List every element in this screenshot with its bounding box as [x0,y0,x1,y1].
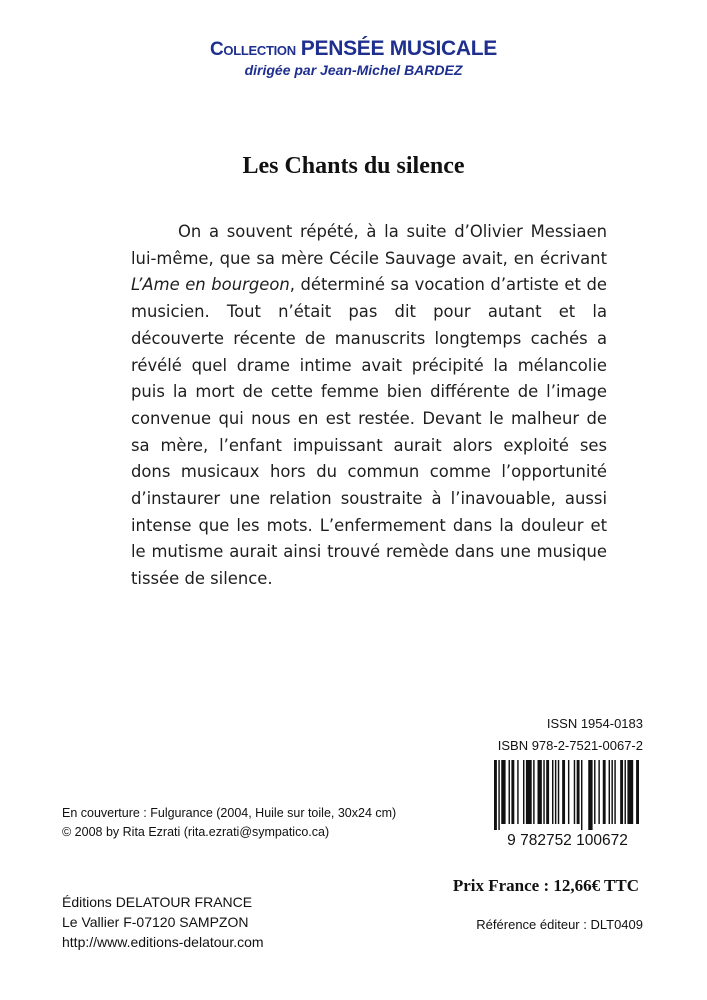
barcode-bar [614,760,615,824]
barcode-bar [501,760,505,824]
collection-prefix: Collection [209,39,296,60]
barcode-bar [555,760,556,824]
issn-number: ISSN 1954-0183 [546,716,643,731]
cover-credit [62,804,396,842]
publisher-name: Éditions DELATOUR FRANCE [62,894,253,910]
book-blurb [131,219,607,593]
barcode-graphic [490,760,645,848]
barcode-digits: 9 782752 100672 [507,832,628,848]
cover-credit-artwork: En couverture : Fulgurance (2004, Huile sur toile, 30x24 cm) [62,806,397,820]
publisher-website: http://www.editions-delatour.com [62,934,264,950]
barcode-bar [620,760,623,824]
barcode-bar [533,760,534,824]
blurb-text-start: On a souvent répété, à la suite d’Olivier Messiaen lui-même, que sa mère Cécile Sauvage avait, en écrivant [131,222,607,268]
barcode-bar [546,760,549,824]
barcode-bar [526,760,532,824]
barcode-bar [627,760,633,824]
blurb-paragraph [131,219,607,593]
barcode-bar [625,760,626,824]
isbn-barcode [490,760,645,848]
barcode-bar [574,760,575,824]
barcode-bar [577,760,580,824]
barcode-bar [558,760,559,824]
barcode-bar [523,760,524,824]
collection-series: PENSÉE MUSICALE [300,37,497,60]
book-title: Les Chants du silence [242,153,465,179]
barcode-bar [609,760,610,824]
barcode-bar [588,760,592,830]
barcode-bar [498,760,499,830]
collection-director: dirigée par Jean-Michel BARDEZ [244,62,463,78]
barcode-bar [552,760,553,824]
price-label: Prix France : 12,66€ TTC [452,876,639,895]
barcode-bar [517,760,518,824]
barcode-bar [611,760,612,824]
barcode-bar [581,760,582,830]
blurb-book-reference: L’Ame en bourgeon [131,275,290,295]
cover-credit-copyright: © 2008 by Rita Ezrati (rita.ezrati@sympatico.ca) [62,825,330,839]
barcode-bar [594,760,595,824]
publisher-info [62,892,264,952]
barcode-bar [543,760,544,824]
blurb-text-end: , déterminé sa vocation d’artiste et de musicien. Tout n’était pas dit pour autant et la découverte récente de manuscrits longtemps cachés a révélé quel drame intime avait précipité la mélancolie puis la mort de cette femme bien différente de l’image convenue qui nous en est restée. Devant le malheur de sa mère, l’enfant impuissant aurait alors exploité ses dons musicaux hors du commun comme l’opportunité d’instaurer une relation soustraite à l’inavouable, aussi intense que les mots. L’enfermement dans la douleur et le mutisme aurait ainsi trouvé remède dans une musique tissée de silence. [131,275,607,589]
barcode-bar [562,760,565,824]
publisher-reference: Référence éditeur : DLT0409 [476,917,643,932]
publisher-address: Le Vallier F-07120 SAMPZON [62,914,249,930]
barcode-bar [511,760,514,824]
barcode-bar [568,760,569,824]
barcode-bar [538,760,542,824]
barcode-bar [603,760,606,824]
barcode-bar [494,760,497,830]
barcode-bar [598,760,599,824]
barcode-bar [636,760,639,824]
isbn-number: ISBN 978-2-7521-0067-2 [497,738,643,753]
barcode-bar [509,760,510,824]
collection-name [0,37,707,61]
